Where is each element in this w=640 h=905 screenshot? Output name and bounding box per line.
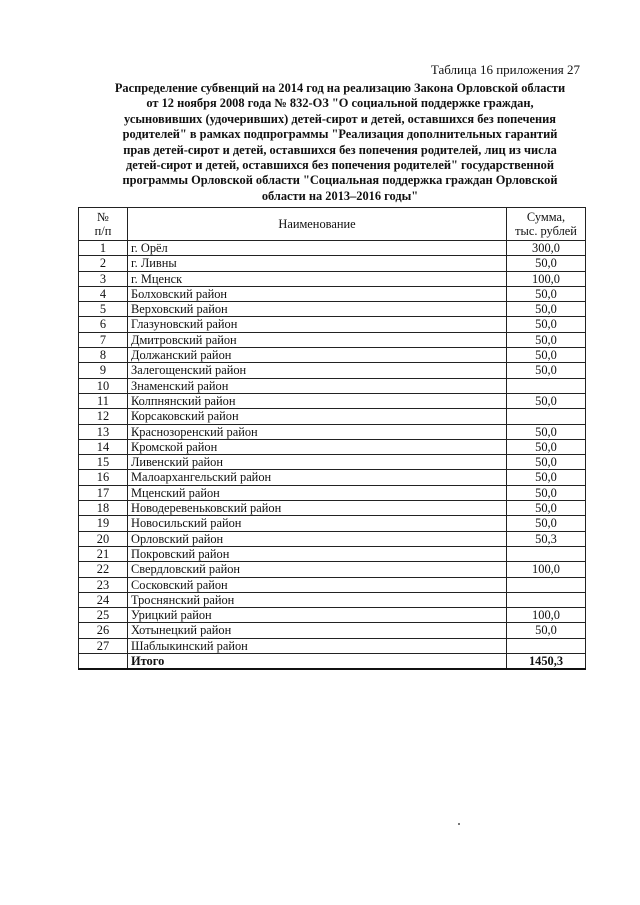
row-number: 5: [79, 302, 128, 317]
row-name: Корсаковский район: [128, 409, 507, 424]
table-row: [79, 439, 586, 454]
row-sum: 50,0: [507, 516, 586, 531]
row-sum: 50,0: [507, 348, 586, 363]
table-row: [79, 241, 586, 256]
row-name: Троснянский район: [128, 592, 507, 607]
table-row: [79, 577, 586, 592]
title-line: программы Орловской области "Социальная поддержка граждан Орловской: [122, 173, 558, 188]
row-sum: 50,0: [507, 455, 586, 470]
total-number-cell: [79, 654, 128, 670]
column-header-name: Наименование: [128, 208, 507, 241]
row-number: 18: [79, 501, 128, 516]
row-sum: [507, 577, 586, 592]
row-sum: 100,0: [507, 608, 586, 623]
row-sum: 50,0: [507, 363, 586, 378]
row-name: Знаменский район: [128, 378, 507, 393]
row-number: 4: [79, 286, 128, 301]
row-number: 23: [79, 577, 128, 592]
row-sum: 50,0: [507, 302, 586, 317]
table-row: [79, 562, 586, 577]
row-sum: 300,0: [507, 241, 586, 256]
row-sum: 50,3: [507, 531, 586, 546]
table-row: [79, 623, 586, 638]
row-sum: 50,0: [507, 501, 586, 516]
row-sum: [507, 546, 586, 561]
subvention-table: [78, 207, 586, 670]
row-name: Краснозоренский район: [128, 424, 507, 439]
table-row: [79, 256, 586, 271]
row-sum: 50,0: [507, 393, 586, 408]
annex-label: Таблица 16 приложения 27: [430, 62, 580, 77]
table-body: [79, 241, 586, 654]
row-name: Мценский район: [128, 485, 507, 500]
row-name: г. Ливны: [128, 256, 507, 271]
total-row: [79, 654, 586, 670]
row-name: г. Орёл: [128, 241, 507, 256]
column-header-sum-line2: тыс. рублей: [515, 224, 577, 238]
title-line: от 12 ноября 2008 года № 832-ОЗ "О социальной поддержке граждан,: [146, 96, 534, 111]
row-name: Малоархангельский район: [128, 470, 507, 485]
row-sum: [507, 638, 586, 653]
table-row: [79, 393, 586, 408]
row-number: 27: [79, 638, 128, 653]
row-sum: 50,0: [507, 317, 586, 332]
row-sum: 50,0: [507, 485, 586, 500]
table-row: [79, 592, 586, 607]
row-number: 17: [79, 485, 128, 500]
row-sum: 50,0: [507, 470, 586, 485]
table-row: [79, 332, 586, 347]
title-line: родителей" в рамках подпрограммы "Реализация дополнительных гарантий: [122, 127, 558, 142]
table-row: [79, 317, 586, 332]
table-row: [79, 286, 586, 301]
title-line: прав детей-сирот и детей, оставшихся без попечения родителей, лиц из числа: [123, 142, 557, 157]
table-row: [79, 638, 586, 653]
row-name: Свердловский район: [128, 562, 507, 577]
column-header-number-line2: п/п: [94, 224, 112, 238]
table-row: [79, 348, 586, 363]
total-label: Итого: [128, 654, 507, 670]
row-number: 11: [79, 393, 128, 408]
row-number: 13: [79, 424, 128, 439]
row-sum: 100,0: [507, 562, 586, 577]
table-row: [79, 531, 586, 546]
row-sum: 50,0: [507, 424, 586, 439]
row-number: 7: [79, 332, 128, 347]
row-number: 19: [79, 516, 128, 531]
row-name: Дмитровский район: [128, 332, 507, 347]
table-row: [79, 546, 586, 561]
row-sum: [507, 592, 586, 607]
row-sum: 50,0: [507, 256, 586, 271]
row-number: 12: [79, 409, 128, 424]
row-name: Залегощенский район: [128, 363, 507, 378]
row-sum: 50,0: [507, 332, 586, 347]
table-row: [79, 608, 586, 623]
row-sum: 50,0: [507, 439, 586, 454]
table-row: [79, 485, 586, 500]
row-number: 16: [79, 470, 128, 485]
table-row: [79, 455, 586, 470]
row-number: 24: [79, 592, 128, 607]
title-line: детей-сирот и детей, оставшихся без попечения родителей" государственной: [126, 158, 554, 173]
document-title: [92, 81, 588, 204]
row-name: Шаблыкинский район: [128, 638, 507, 653]
total-sum: 1450,3: [507, 654, 586, 670]
row-name: Верховский район: [128, 302, 507, 317]
row-number: 26: [79, 623, 128, 638]
table-row: [79, 409, 586, 424]
row-number: 8: [79, 348, 128, 363]
row-name: Ливенский район: [128, 455, 507, 470]
row-name: г. Мценск: [128, 271, 507, 286]
row-sum: 50,0: [507, 286, 586, 301]
row-name: Болховский район: [128, 286, 507, 301]
row-name: Хотынецкий район: [128, 623, 507, 638]
row-number: 25: [79, 608, 128, 623]
row-number: 9: [79, 363, 128, 378]
title-line: усыновивших (удочеривших) детей-сирот и детей, оставшихся без попечения: [124, 111, 556, 126]
row-name: Должанский район: [128, 348, 507, 363]
table-header-row: [79, 208, 586, 241]
row-sum: [507, 409, 586, 424]
table-row: [79, 501, 586, 516]
title-line: Распределение субвенций на 2014 год на реализацию Закона Орловской области: [114, 81, 566, 95]
column-header-sum: [507, 208, 586, 241]
row-number: 2: [79, 256, 128, 271]
row-number: 14: [79, 439, 128, 454]
row-number: 10: [79, 378, 128, 393]
table-row: [79, 271, 586, 286]
row-number: 21: [79, 546, 128, 561]
row-name: Новодеревеньковский район: [128, 501, 507, 516]
column-header-sum-line1: Сумма,: [526, 210, 566, 224]
row-number: 6: [79, 317, 128, 332]
row-number: 3: [79, 271, 128, 286]
row-name: Орловский район: [128, 531, 507, 546]
table-row: [79, 302, 586, 317]
row-sum: [507, 378, 586, 393]
row-sum: 50,0: [507, 623, 586, 638]
table-row: [79, 378, 586, 393]
row-name: Сосковский район: [128, 577, 507, 592]
table-row: [79, 424, 586, 439]
column-header-number: [79, 208, 128, 241]
row-number: 22: [79, 562, 128, 577]
scan-speck: [458, 823, 460, 825]
table-row: [79, 363, 586, 378]
row-name: Кромской район: [128, 439, 507, 454]
row-sum: 100,0: [507, 271, 586, 286]
table-row: [79, 516, 586, 531]
column-header-number-line1: №: [97, 210, 109, 224]
row-number: 20: [79, 531, 128, 546]
table-row: [79, 470, 586, 485]
row-name: Новосильский район: [128, 516, 507, 531]
row-number: 15: [79, 455, 128, 470]
title-line: области на 2013–2016 годы": [261, 188, 419, 203]
row-number: 1: [79, 241, 128, 256]
row-name: Глазуновский район: [128, 317, 507, 332]
row-name: Урицкий район: [128, 608, 507, 623]
row-name: Покровский район: [128, 546, 507, 561]
row-name: Колпнянский район: [128, 393, 507, 408]
